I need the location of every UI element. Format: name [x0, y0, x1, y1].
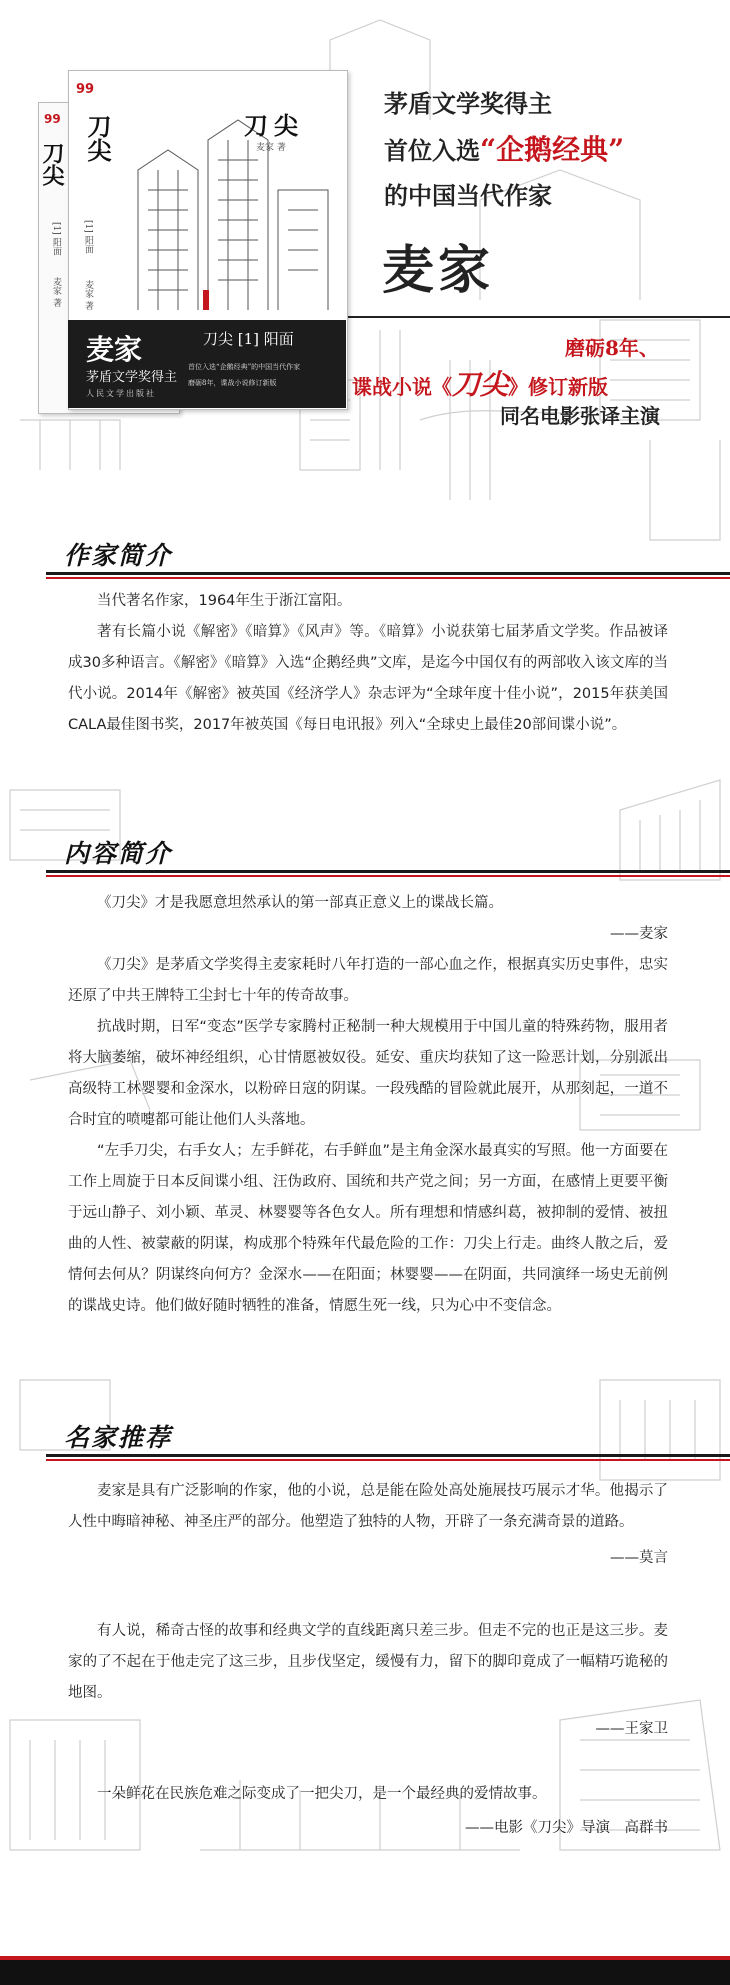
section-rule-red [46, 875, 730, 877]
section-rule-black [46, 572, 730, 575]
book-back-spine-title: 刀尖 [39, 142, 65, 186]
recommend-signature: ——电影《刀尖》导演 高群书 [465, 1820, 668, 1836]
band-publisher: 人民文学出版社 [86, 389, 156, 398]
book-back-volume: [1] 阳面 [51, 222, 61, 256]
section-title-author-intro: 作家简介 [64, 541, 173, 570]
section-rule-black [46, 1454, 730, 1457]
section-rule-black [46, 870, 730, 873]
recommend-signature: ——王家卫 [595, 1721, 668, 1737]
recommend-item [68, 1616, 668, 1749]
header-divider [340, 316, 730, 318]
promo-line2-a: 谍战小说《 [352, 375, 452, 399]
recommend-signature: ——莫言 [610, 1550, 668, 1566]
cover-spine-volume: [1] 阳面 [83, 220, 93, 254]
section-rule-red [46, 577, 730, 579]
content-p1: 《刀尖》是茅盾文学奖得主麦家耗时八年打造的一部心血之作，根据真实历史事件，忠实还原了中共王牌特工尘封七十年的传奇故事。 [68, 957, 668, 1004]
section-rule-red [46, 1459, 730, 1461]
band-author: 麦家 [86, 333, 143, 366]
tagline-line2-highlight: “企鹅经典” [480, 133, 625, 166]
content-p2: 抗战时期，日军“变态”医学专家腾村正秘制一种大规模用于中国儿童的特殊药物，服用者将大脑萎缩，破坏神经组织，心甘情愿被奴役。延安、重庆均获知了这一险恶计划，分别派出高级特工林婴婴和金深水，以粉碎日寇的阴谋。一段残酷的冒险就此展开，从那刻起，一道不合时宜的喷嚏都可能让他们人头落地。 [68, 1019, 668, 1128]
content-intro-body [68, 888, 668, 1322]
book-front-cover [68, 70, 346, 408]
author-big-name: 麦家 [382, 240, 495, 301]
band-subtitle: 茅盾文学奖得主 [86, 370, 178, 385]
recommend-text: 有人说，稀奇古怪的故事和经典文学的直线距离只差三步。但走不完的也正是这三步。麦家的了不起在于他走完了这三步，且步伐坚定，缓慢有力，留下的脚印竟成了一幅精巧诡秘的地图。 [68, 1623, 668, 1701]
promo-line3: 同名电影张译主演 [500, 404, 660, 428]
section-title-content-intro: 内容简介 [64, 839, 173, 868]
recommend-item [68, 1779, 668, 1846]
promo-line2-title: 刀尖 [452, 368, 509, 401]
section-title-recommend: 名家推荐 [64, 1423, 173, 1452]
tagline-line2-prefix: 首位入选 [384, 136, 480, 165]
band-small-line1: 首位入选“企鹅经典”的中国当代作家 [188, 363, 301, 371]
cover-author-small: 麦家 著 [256, 143, 286, 153]
author-intro-p2: 著有长篇小说《解密》《暗算》《风声》等。《暗算》小说获第七届茅盾文学奖。作品被译成30多种语言。《解密》《暗算》入选“企鹅经典”文库，是迄今中国仅有的两部收入该文库的当代小说。2014年《解密》被英国《经济学人》杂志评为“全球年度十佳小说”，2015年获美国CALA最佳图书奖，2017年被英国《每日电讯报》列入“全球史上最佳20部间谍小说”。 [68, 624, 668, 733]
cover-spine-author: 麦家 著 [83, 280, 93, 310]
recommend-item [68, 1476, 668, 1578]
promo-line2-b: 》修订新版 [508, 375, 609, 399]
tagline-line3: 的中国当代作家 [384, 181, 552, 210]
band-volume-label: 刀尖 [1] 阳面 [203, 330, 294, 348]
bottom-black-bar [0, 1960, 730, 1985]
recommend-text: 麦家是具有广泛影响的作家，他的小说，总是能在险处高处施展技巧展示才华。他揭示了人性中晦暗神秘、神圣庄严的部分。他塑造了独特的人物，开辟了一条充满奇景的道路。 [68, 1483, 668, 1530]
content-quote: 《刀尖》才是我愿意坦然承认的第一部真正意义上的谍战长篇。 [97, 895, 503, 911]
content-p3: “左手刀尖，右手女人；左手鲜花，右手鲜血”是主角金深水最真实的写照。他一方面要在工作上周旋于日本反间谍小组、汪伪政府、国统和共产党之间；另一方面，在感情上更要平衡于远山静子、刘小颖、革灵、林婴婴等各色女人。所有理想和情感纠葛，被抑制的爱情、被扭曲的人性、被蒙蔽的阴谋，构成那个特殊年代最危险的工作：刀尖上行走。曲终人散之后，爱情何去何从？阴谋终向何方？金深水——在阳面；林婴婴——在阴面，共同演绎一场史无前例的谍战史诗。他们做好随时牺牲的准备，情愿生死一线，只为心中不变信念。 [68, 1143, 668, 1314]
content-quote-signature: ——麦家 [610, 926, 668, 942]
author-intro-p1: 当代著名作家，1964年生于浙江富阳。 [97, 593, 352, 609]
recommend-body [68, 1476, 668, 1846]
cover-badge: 99 [76, 82, 95, 97]
band-small-line2: 磨砺8年，谍战小说修订新版 [188, 379, 277, 387]
cover-title: 刀尖 [244, 111, 304, 140]
promo-line2 [352, 363, 608, 403]
tagline-line2 [384, 128, 624, 168]
cover-black-band [68, 320, 346, 408]
book-back-spine-badge: 99 [44, 112, 61, 126]
recommend-text: 一朵鲜花在民族危难之际变成了一把尖刀，是一个最经典的爱情故事。 [97, 1786, 547, 1802]
promo-line1: 磨砺8年、 [565, 336, 659, 360]
cover-spine-title: 刀尖 [83, 114, 112, 162]
book-back-author: 麦家 著 [51, 277, 61, 307]
author-intro-body [68, 586, 668, 741]
tagline-line1: 茅盾文学奖得主 [384, 89, 552, 118]
